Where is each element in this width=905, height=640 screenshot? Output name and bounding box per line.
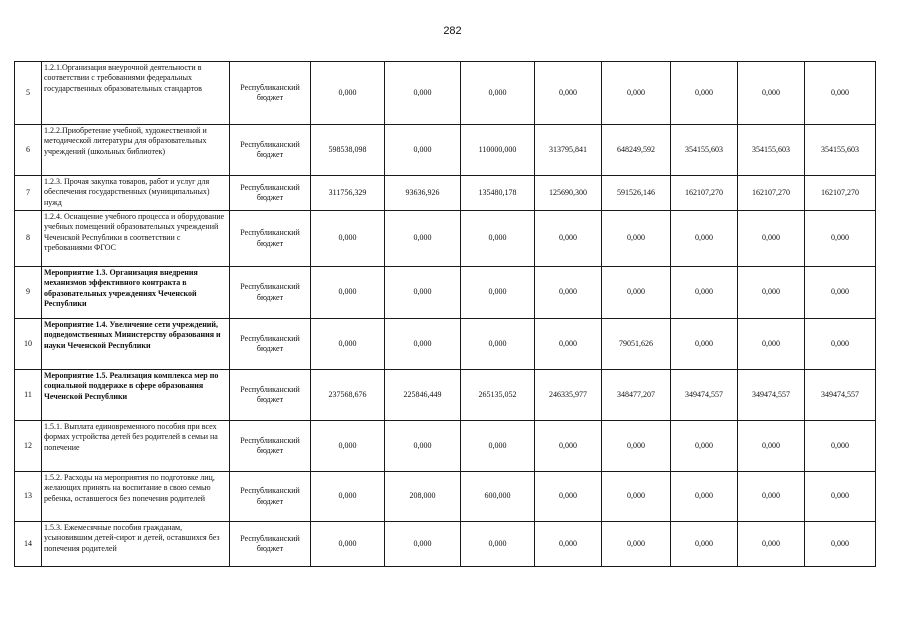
funding-source: Республиканский бюджет bbox=[230, 421, 311, 472]
row-number: 9 bbox=[15, 267, 42, 319]
value-cell: 648249,592 bbox=[602, 125, 671, 176]
table-row bbox=[15, 522, 876, 567]
value-cell: 0,000 bbox=[805, 522, 876, 567]
value-cell: 0,000 bbox=[738, 421, 805, 472]
value-cell: 0,000 bbox=[385, 211, 461, 267]
value-cell: 0,000 bbox=[385, 125, 461, 176]
value-cell: 349474,557 bbox=[738, 370, 805, 421]
value-cell: 0,000 bbox=[602, 472, 671, 522]
table-row bbox=[15, 370, 876, 421]
value-cell: 0,000 bbox=[738, 211, 805, 267]
value-cell: 0,000 bbox=[805, 421, 876, 472]
value-cell: 0,000 bbox=[671, 472, 738, 522]
value-cell: 246335,977 bbox=[535, 370, 602, 421]
funding-source: Республиканский бюджет bbox=[230, 125, 311, 176]
value-cell: 162107,270 bbox=[805, 176, 876, 211]
value-cell: 598538,098 bbox=[311, 125, 385, 176]
table-row bbox=[15, 472, 876, 522]
row-number: 11 bbox=[15, 370, 42, 421]
value-cell: 354155,603 bbox=[738, 125, 805, 176]
funding-source: Республиканский бюджет bbox=[230, 267, 311, 319]
table-row bbox=[15, 421, 876, 472]
value-cell: 354155,603 bbox=[671, 125, 738, 176]
row-number: 14 bbox=[15, 522, 42, 567]
value-cell: 0,000 bbox=[805, 472, 876, 522]
value-cell: 0,000 bbox=[671, 267, 738, 319]
row-number: 5 bbox=[15, 62, 42, 125]
row-number: 10 bbox=[15, 319, 42, 370]
row-description: 1.5.3. Ежемесячные пособия гражданам, усыновившим детей-сирот и детей, оставшихся без попечения родителей bbox=[42, 522, 230, 567]
value-cell: 0,000 bbox=[385, 267, 461, 319]
value-cell: 0,000 bbox=[385, 522, 461, 567]
value-cell: 0,000 bbox=[311, 421, 385, 472]
value-cell: 125690,300 bbox=[535, 176, 602, 211]
page-number: 282 bbox=[443, 25, 462, 37]
value-cell: 0,000 bbox=[738, 522, 805, 567]
value-cell: 79051,626 bbox=[602, 319, 671, 370]
table-row bbox=[15, 319, 876, 370]
row-description: 1.2.1.Организация внеурочной деятельности в соответствии с требованиями федеральных государственных образовательных стандартов bbox=[42, 62, 230, 125]
value-cell: 0,000 bbox=[535, 319, 602, 370]
value-cell: 0,000 bbox=[311, 319, 385, 370]
row-description: 1.2.4. Оснащение учебного процесса и оборудование учебных помещений образовательных учреждений Чеченской Республики в соответствии с требованиями ФГОС bbox=[42, 211, 230, 267]
value-cell: 0,000 bbox=[738, 319, 805, 370]
value-cell: 0,000 bbox=[805, 319, 876, 370]
value-cell: 0,000 bbox=[805, 211, 876, 267]
value-cell: 162107,270 bbox=[671, 176, 738, 211]
value-cell: 0,000 bbox=[602, 267, 671, 319]
value-cell: 0,000 bbox=[671, 319, 738, 370]
row-description: Мероприятие 1.4. Увеличение сети учреждений, подведомственных Министерству образования и науки Чеченской Республики bbox=[42, 319, 230, 370]
value-cell: 0,000 bbox=[671, 211, 738, 267]
value-cell: 0,000 bbox=[738, 62, 805, 125]
value-cell: 110000,000 bbox=[461, 125, 535, 176]
value-cell: 0,000 bbox=[311, 62, 385, 125]
value-cell: 0,000 bbox=[385, 62, 461, 125]
value-cell: 311756,329 bbox=[311, 176, 385, 211]
value-cell: 0,000 bbox=[385, 421, 461, 472]
value-cell: 0,000 bbox=[385, 319, 461, 370]
funding-source: Республиканский бюджет bbox=[230, 522, 311, 567]
row-number: 6 bbox=[15, 125, 42, 176]
value-cell: 349474,557 bbox=[671, 370, 738, 421]
value-cell: 0,000 bbox=[461, 211, 535, 267]
funding-source: Республиканский бюджет bbox=[230, 370, 311, 421]
row-number: 8 bbox=[15, 211, 42, 267]
value-cell: 93636,926 bbox=[385, 176, 461, 211]
value-cell: 208,000 bbox=[385, 472, 461, 522]
value-cell: 0,000 bbox=[461, 522, 535, 567]
value-cell: 0,000 bbox=[535, 421, 602, 472]
row-number: 12 bbox=[15, 421, 42, 472]
value-cell: 225846,449 bbox=[385, 370, 461, 421]
value-cell: 0,000 bbox=[602, 211, 671, 267]
value-cell: 0,000 bbox=[535, 62, 602, 125]
table-row bbox=[15, 62, 876, 125]
value-cell: 354155,603 bbox=[805, 125, 876, 176]
funding-source: Республиканский бюджет bbox=[230, 211, 311, 267]
value-cell: 0,000 bbox=[311, 211, 385, 267]
table-row bbox=[15, 267, 876, 319]
funding-source: Республиканский бюджет bbox=[230, 62, 311, 125]
value-cell: 0,000 bbox=[535, 267, 602, 319]
row-number: 13 bbox=[15, 472, 42, 522]
value-cell: 0,000 bbox=[461, 421, 535, 472]
funding-source: Республиканский бюджет bbox=[230, 176, 311, 211]
value-cell: 349474,557 bbox=[805, 370, 876, 421]
value-cell: 313795,841 bbox=[535, 125, 602, 176]
value-cell: 0,000 bbox=[602, 421, 671, 472]
budget-table bbox=[14, 61, 876, 567]
value-cell: 265135,052 bbox=[461, 370, 535, 421]
value-cell: 0,000 bbox=[671, 62, 738, 125]
value-cell: 0,000 bbox=[461, 319, 535, 370]
row-description: 1.5.1. Выплата единовременного пособия при всех формах устройства детей без родителей в семьи на попечение bbox=[42, 421, 230, 472]
row-description: Мероприятие 1.3. Организация внедрения механизмов эффективного контракта в образовательных учреждениях Чеченской Республики bbox=[42, 267, 230, 319]
value-cell: 600,000 bbox=[461, 472, 535, 522]
table-body bbox=[15, 62, 876, 567]
table-row bbox=[15, 176, 876, 211]
table-row bbox=[15, 211, 876, 267]
value-cell: 0,000 bbox=[671, 421, 738, 472]
value-cell: 0,000 bbox=[805, 62, 876, 125]
value-cell: 162107,270 bbox=[738, 176, 805, 211]
value-cell: 0,000 bbox=[671, 522, 738, 567]
value-cell: 0,000 bbox=[805, 267, 876, 319]
value-cell: 0,000 bbox=[535, 211, 602, 267]
value-cell: 0,000 bbox=[602, 62, 671, 125]
funding-source: Республиканский бюджет bbox=[230, 472, 311, 522]
value-cell: 0,000 bbox=[535, 472, 602, 522]
row-description: 1.5.2. Расходы на мероприятия по подготовке лиц, желающих принять на воспитание в свою семью ребенка, оставшегося без попечения родителей bbox=[42, 472, 230, 522]
row-description: 1.2.2.Приобретение учебной, художественной и методической литературы для образовательных учреждений (школьных библиотек) bbox=[42, 125, 230, 176]
row-number: 7 bbox=[15, 176, 42, 211]
value-cell: 0,000 bbox=[535, 522, 602, 567]
value-cell: 0,000 bbox=[602, 522, 671, 567]
value-cell: 591526,146 bbox=[602, 176, 671, 211]
value-cell: 0,000 bbox=[738, 267, 805, 319]
value-cell: 0,000 bbox=[311, 522, 385, 567]
table-row bbox=[15, 125, 876, 176]
value-cell: 0,000 bbox=[311, 472, 385, 522]
value-cell: 0,000 bbox=[738, 472, 805, 522]
value-cell: 0,000 bbox=[311, 267, 385, 319]
value-cell: 135480,178 bbox=[461, 176, 535, 211]
funding-source: Республиканский бюджет bbox=[230, 319, 311, 370]
row-description: Мероприятие 1.5. Реализация комплекса мер по социальной поддержке в сфере образования Чеченской Республики bbox=[42, 370, 230, 421]
value-cell: 0,000 bbox=[461, 62, 535, 125]
value-cell: 0,000 bbox=[461, 267, 535, 319]
value-cell: 237568,676 bbox=[311, 370, 385, 421]
row-description: 1.2.3. Прочая закупка товаров, работ и услуг для обеспечения государственных (муниципальных) нужд bbox=[42, 176, 230, 211]
value-cell: 348477,207 bbox=[602, 370, 671, 421]
